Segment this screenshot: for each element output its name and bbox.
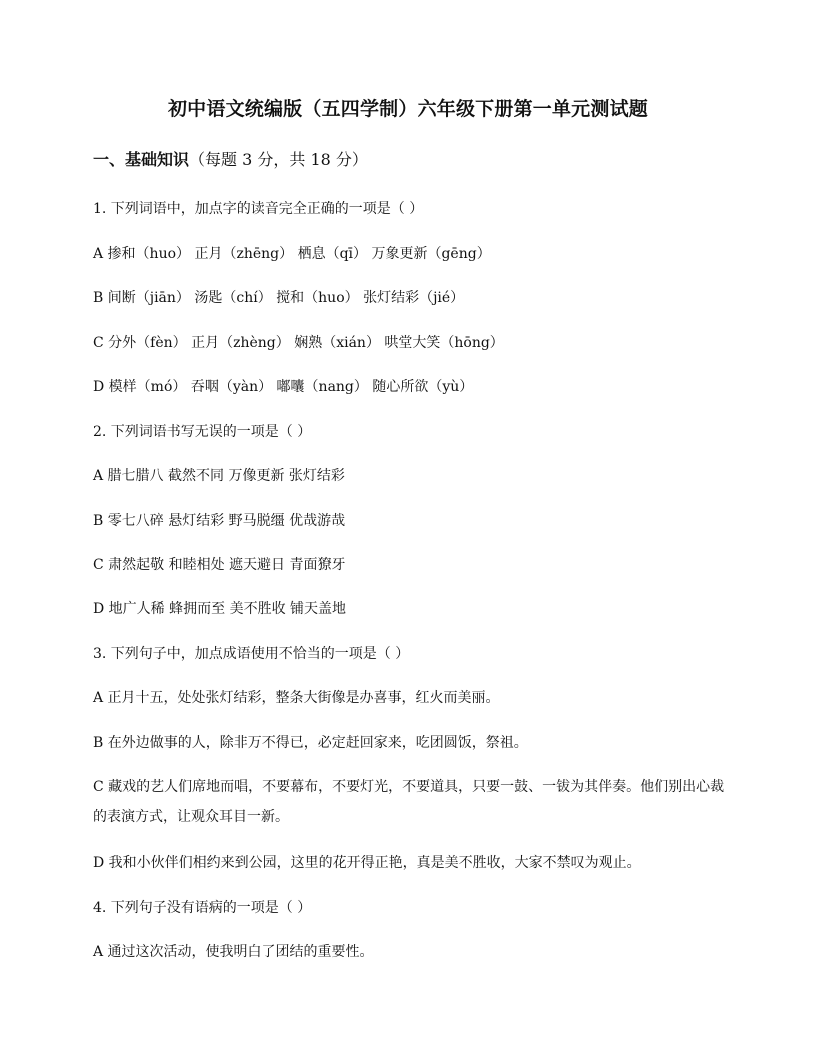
question-3: 3. 下列句子中，加点成语使用不恰当的一项是（ ）: [93, 646, 410, 662]
q1-option-a: A 掺和（huo） 正月（zhēng） 栖息（qī） 万象更新（gēng）: [93, 246, 491, 262]
page-title: 初中语文统编版（五四学制）六年级下册第一单元测试题: [167, 98, 648, 120]
section-heading: [93, 148, 368, 172]
q3-option-b: B 在外边做事的人，除非万不得已，必定赶回家来，吃团圆饭，祭祖。: [93, 735, 528, 751]
q2-option-b: B 零七八碎 悬灯结彩 野马脱缰 优哉游哉: [93, 513, 346, 529]
q1-option-d: D 模样（mó） 吞咽（yàn） 嘟囔（nang） 随心所欲（yù）: [93, 379, 474, 395]
question-2: 2. 下列词语书写无误的一项是（ ）: [93, 424, 312, 440]
section-heading-note: （每题 3 分，共 18 分）: [189, 150, 368, 169]
q2-option-a: A 腊七腊八 截然不同 万像更新 张灯结彩: [93, 468, 345, 484]
question-1: 1. 下列词语中，加点字的读音完全正确的一项是（ ）: [93, 201, 424, 217]
section-heading-label: 一、基础知识: [93, 150, 190, 169]
q1-option-b: B 间断（jiān） 汤匙（chí） 搅和（huo） 张灯结彩（jié）: [93, 290, 465, 306]
q4-option-a: A 通过这次活动，使我明白了团结的重要性。: [93, 944, 374, 960]
question-4: 4. 下列句子没有语病的一项是（ ）: [93, 900, 312, 916]
q2-option-d: D 地广人稀 蜂拥而至 美不胜收 铺天盖地: [93, 601, 347, 617]
q3-option-a: A 正月十五，处处张灯结彩，整条大街像是办喜事，红火而美丽。: [93, 690, 500, 706]
q2-option-c: C 肃然起敬 和睦相处 遮天避日 青面獠牙: [93, 557, 346, 573]
q3-option-d: D 我和小伙伴们相约来到公园，这里的花开得正艳，真是美不胜收，大家不禁叹为观止。: [93, 855, 641, 871]
q1-option-c: C 分外（fèn） 正月（zhèng） 娴熟（xián） 哄堂大笑（hōng）: [93, 335, 504, 351]
q3-option-c: C 藏戏的艺人们席地而唱，不要幕布，不要灯光，不要道具，只要一鼓、一钹为其伴奏。他们别出心裁的表演方式，让观众耳目一新。: [93, 779, 725, 825]
